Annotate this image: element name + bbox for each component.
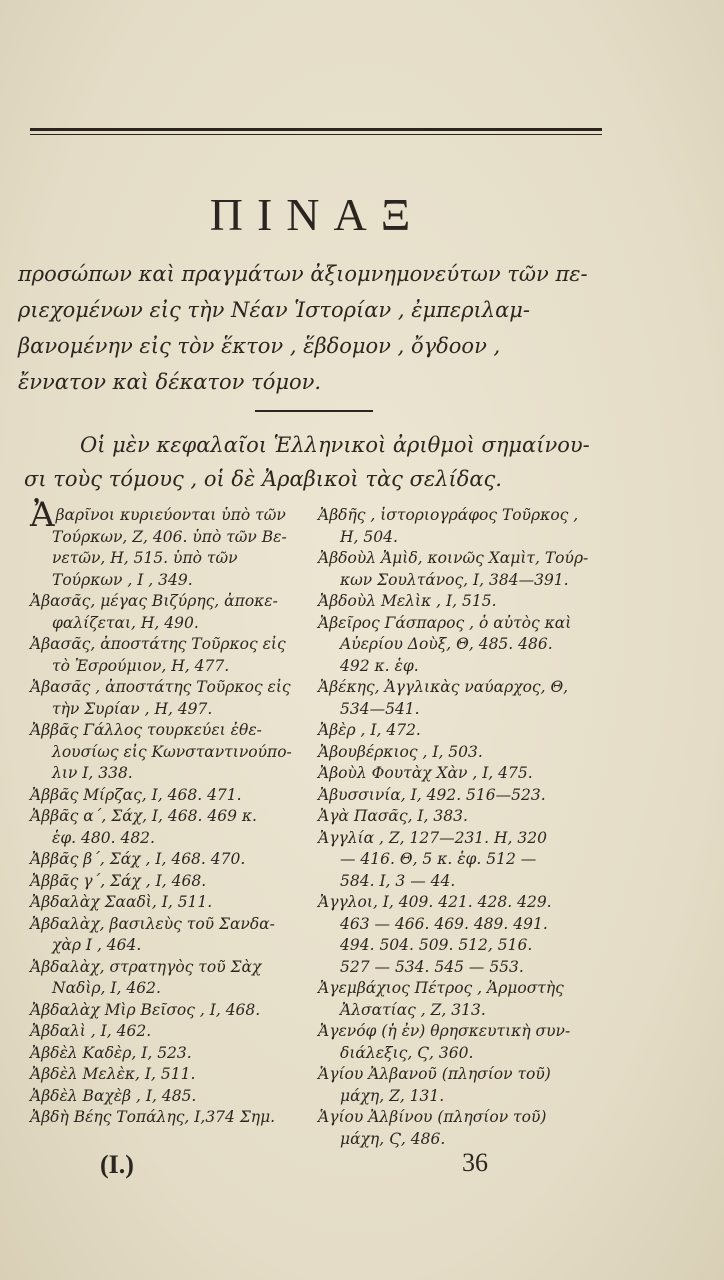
- index-entry-line: Ἁγίου Ἀλβανοῦ (πλησίον τοῦ): [318, 1065, 551, 1083]
- index-entry-line: τὴν Συρίαν , Η, 497.: [52, 699, 213, 718]
- index-entry-line: Ἀβδαλὰχ Μὶρ Βεῖσος , Ι, 468.: [30, 1000, 261, 1019]
- index-entry: [30, 1000, 318, 1022]
- index-entry: [30, 914, 318, 957]
- index-entry-line: Ἀββᾶς Γάλλος τουρκεύει ἐθε-: [30, 721, 262, 739]
- page-title: ΠΙΝΑΞ: [209, 189, 425, 240]
- page-number: 36: [462, 1148, 488, 1177]
- index-entry: [318, 892, 612, 978]
- index-entry: [30, 892, 318, 914]
- index-entry: [30, 1064, 318, 1086]
- index-entry-line: κων Σουλτάνος, Ι, 384—391.: [340, 570, 569, 589]
- index-entry-line: Ἀγγλοι, Ι, 409. 421. 428. 429.: [318, 893, 552, 911]
- index-entry-line: Αὐερίου Δοὺξ, Θ, 485. 486.: [340, 635, 553, 653]
- subtitle-line: ριεχομένων εἰς τὴν Νέαν Ἱστορίαν , ἐμπεριλαμ-: [18, 298, 531, 322]
- index-entry-line: Ἀβδὲλ Μελὲκ, Ι, 511.: [30, 1065, 196, 1083]
- index-entry: [30, 785, 318, 807]
- drop-capital: Ἀ: [30, 495, 55, 535]
- signature-mark: (I.): [100, 1150, 134, 1179]
- index-entry: [30, 1021, 318, 1043]
- index-entry: [318, 828, 612, 893]
- subtitle-line: βανομένην εἰς τὸν ἕκτον , ἕβδομον , ὄγδοον ,: [18, 334, 501, 358]
- index-entry: [318, 1107, 612, 1150]
- index-entry-line: λιν Ι, 338.: [52, 764, 133, 782]
- index-entry-line: μάχη, Ϛ, 486.: [340, 1129, 446, 1148]
- index-entry-line: Ἀββᾶς β΄, Σάχ , Ι, 468. 470.: [30, 850, 246, 868]
- index-entry-line: Ἀβυσσινία, Ι, 492. 516—523.: [318, 785, 546, 804]
- index-entry-line: Ἀγγλία , Ζ, 127—231. Η, 320: [318, 828, 547, 847]
- index-entry: [30, 1043, 318, 1065]
- index-column-left: [30, 495, 318, 1129]
- index-entry-line: Ἀββᾶς γ΄, Σάχ , Ι, 468.: [30, 871, 207, 890]
- index-entry: [318, 742, 612, 764]
- index-entry-line: τὸ Ἐσρούμιον, Η, 477.: [52, 656, 230, 675]
- index-entry: [318, 505, 612, 548]
- index-entry-line: Ἀβέκης, Ἀγγλικὰς ναύαρχος, Θ,: [318, 678, 569, 696]
- index-entry-line: 534—541.: [340, 699, 420, 718]
- top-double-rule: [30, 128, 602, 131]
- index-entry-line: Η, 504.: [340, 527, 398, 546]
- index-entry-line: μάχη, Ζ, 131.: [340, 1086, 445, 1105]
- index-entry-line: Ἀβασᾶς, ἀποστάτης Τοῦρκος εἰς: [30, 635, 286, 653]
- index-entry-line: Ἀβασᾶς , ἀποστάτης Τοῦρκος εἰς: [30, 678, 291, 696]
- index-entry: [30, 849, 318, 871]
- index-entry-line: Ἀβδῆς , ἱστοριογράφος Τοῦρκος ,: [318, 506, 579, 524]
- index-entry-line: Ἀβεῖρος Γάσπαρος , ὁ αὐτὸς καὶ: [318, 613, 572, 632]
- index-entry: [318, 677, 612, 720]
- index-column-right: [318, 505, 612, 1150]
- index-entry-line: 463 — 466. 469. 489. 491.: [340, 914, 548, 933]
- index-entry-line: Ἀβουβέρκιος , Ι, 503.: [318, 742, 483, 761]
- index-entry-line: 584. Ι, 3 — 44.: [340, 871, 456, 890]
- index-entry-line: Ἀλσατίας , Ζ, 313.: [340, 1000, 486, 1019]
- index-entry-line: Ἁγίου Ἀλβίνου (πλησίον τοῦ): [318, 1108, 547, 1126]
- index-entry-line: Ἀβοὺλ Φουτὰχ Χὰν , Ι, 475.: [318, 764, 533, 782]
- index-entry-line: 492 κ. ἑφ.: [340, 656, 419, 675]
- explanatory-note: [24, 428, 614, 496]
- subtitle-line: προσώπων καὶ πραγμάτων ἀξιομνημονεύτων τῶν πε-: [18, 262, 588, 286]
- index-entry: [30, 871, 318, 893]
- index-entry: [30, 806, 318, 849]
- index-entry-line: Ἀβδοὺλ Ἀμὶδ, κοινῶς Χαμὶτ, Τούρ-: [318, 549, 589, 567]
- subtitle: [18, 256, 608, 400]
- index-entry-line: [30, 495, 318, 535]
- index-entry: [318, 548, 612, 591]
- subtitle-line: ἔννατον καὶ δέκατον τόμον.: [18, 370, 322, 394]
- index-entry-text: βαρῖνοι κυριεύονται ὑπὸ τῶν: [55, 506, 286, 524]
- index-entry-line: Ἀββᾶς Μίρζας, Ι, 468. 471.: [30, 785, 242, 804]
- index-entry-line: Ἀβδὴ Βέης Τοπάλης, Ι,374 Σημ.: [30, 1108, 276, 1126]
- index-entry: [30, 591, 318, 634]
- index-entry-line: 527 — 534. 545 — 553.: [340, 957, 524, 976]
- index-entry: [30, 634, 318, 677]
- index-entry: [318, 1064, 612, 1107]
- index-entry-line: Ἀγὰ Πασᾶς, Ι, 383.: [318, 807, 468, 825]
- index-entry: [30, 720, 318, 785]
- index-entry-line: Ἀβδαλὰχ, στρατηγὸς τοῦ Σὰχ: [30, 957, 262, 976]
- index-entry-line: Ἀβασᾶς, μέγας Βιζύρης, ἀποκε-: [30, 592, 278, 610]
- index-entry-line: Ἀββᾶς α΄, Σάχ, Ι, 468. 469 κ.: [30, 807, 257, 825]
- index-entry: [318, 785, 612, 807]
- index-entry-line: ἑφ. 480. 482.: [52, 828, 155, 847]
- index-entry-line: Ἀβδοὺλ Μελὶκ , Ι, 515.: [318, 592, 497, 610]
- index-entry-line: Ἀβδαλὰχ, βασιλεὺς τοῦ Σανδα-: [30, 914, 275, 933]
- index-entry: [30, 677, 318, 720]
- index-entry-line: Ἀγενόφ (ἡ ἐν) θρησκευτικὴ συν-: [318, 1022, 571, 1040]
- index-entry: [318, 763, 612, 785]
- index-entry-line: Τούρκων , Ι , 349.: [52, 570, 193, 589]
- index-entry-line: φαλίζεται, Η, 490.: [52, 613, 199, 632]
- index-entry-line: διάλεξις, Ϛ, 360.: [340, 1043, 474, 1062]
- index-entry: [30, 495, 318, 591]
- index-entry-line: Ἀβὲρ , Ι, 472.: [318, 721, 421, 739]
- index-entry-line: Ἀβδαλὰχ Σααδὶ, Ι, 511.: [30, 893, 213, 911]
- index-entry: [318, 720, 612, 742]
- index-entry-line: Ἀβδὲλ Καδὲρ, Ι, 523.: [30, 1043, 192, 1062]
- index-entry-line: Ἀβδαλὶ , Ι, 462.: [30, 1022, 152, 1040]
- index-entry: [30, 1086, 318, 1108]
- index-entry: [318, 613, 612, 678]
- note-line: σι τοὺς τόμους , οἱ δὲ Ἀραβικοὶ τὰς σελίδας.: [24, 467, 502, 491]
- section-divider: [255, 410, 373, 412]
- index-entry-line: νετῶν, Η, 515. ὑπὸ τῶν: [52, 549, 238, 567]
- index-entry-line: χὰρ Ι , 464.: [52, 936, 142, 954]
- index-entry-line: Ἀγεμβάχιος Πέτρος , Ἁρμοστὴς: [318, 979, 564, 997]
- index-entry-line: λουσίως εἰς Κωνσταντινούπο-: [52, 742, 292, 761]
- index-entry: [30, 957, 318, 1000]
- note-line: Οἱ μὲν κεφαλαῖοι Ἑλληνικοὶ ἀριθμοὶ σημαίνου-: [80, 433, 590, 457]
- index-entry: [318, 591, 612, 613]
- index-entry-line: Ναδὶρ, Ι, 462.: [52, 979, 161, 997]
- index-entry-line: Ἀβδὲλ Βαχὲβ , Ι, 485.: [30, 1086, 197, 1105]
- index-entry: [318, 1021, 612, 1064]
- index-entry: [30, 1107, 318, 1129]
- index-entry-line: 494. 504. 509. 512, 516.: [340, 936, 533, 954]
- index-entry: [318, 978, 612, 1021]
- index-entry: [318, 806, 612, 828]
- index-entry-line: Τούρκων, Ζ, 406. ὑπὸ τῶν Βε-: [52, 527, 287, 546]
- index-entry-line: — 416. Θ, 5 κ. ἑφ. 512 —: [340, 850, 537, 868]
